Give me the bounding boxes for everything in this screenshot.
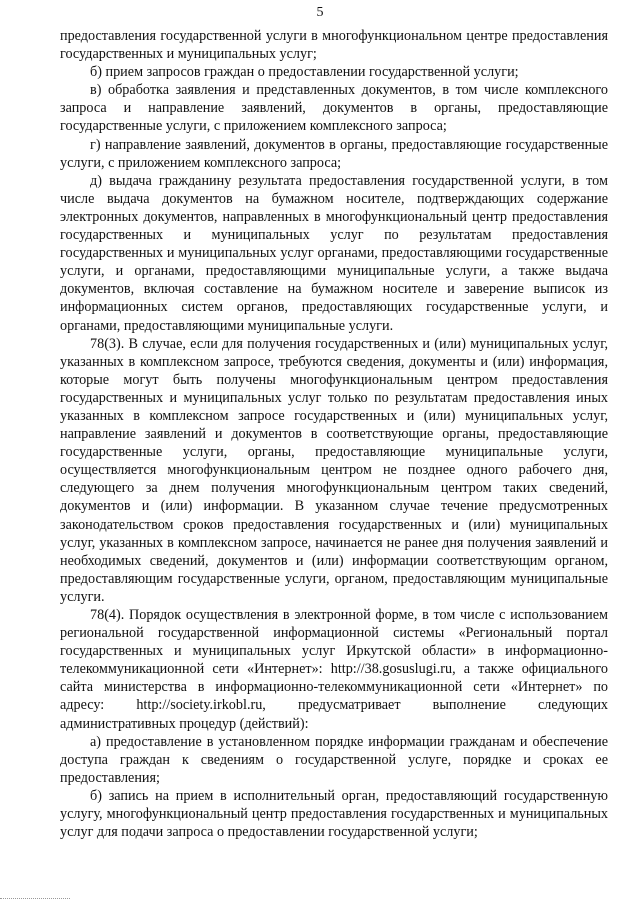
- footer-divider: [0, 898, 70, 899]
- paragraph-item-v: в) обработка заявления и представленных документов, в том числе комплексного запроса и направление заявлений, документов в органы, предоставляющие государственные услуги, с приложением комплексного запроса;: [60, 82, 608, 135]
- paragraph-item-b-2: б) запись на прием в исполнительный орган, предоставляющий государственную услугу, многофункциональный центр предоставления государственных и муниципальных услуг для подачи запроса о предоставлении государственной услуги;: [60, 787, 608, 841]
- page-number: 5: [316, 5, 324, 20]
- paragraph-item-g: г) направление заявлений, документов в органы, предоставляющие государственные услуги, с приложением комплексного запроса;: [60, 136, 608, 171]
- paragraph-item-d: д) выдача гражданину результата предоставления государственной услуги, в том числе выдача документов на бумажном носителе, подтверждающих содержание электронных документов, направленных в многофункциональный центр предоставления государственных и муниципальных услуг по результатам предоставления государственных и муниципальных услуг органами, предоставляющими государственные услуги, и органами, предоставляющими муниципальные услуги, а также выдача документов, включая составление на бумажном носителе и заверение выписок из информационных систем органов, предоставляющих государственные услуги, и органами, предоставляющими муниципальные услуги.: [60, 172, 608, 334]
- paragraph-78-4: 78(4). Порядок осуществления в электронной форме, в том числе с использованием региональной государственной информационной системы «Региональный портал государственных и муниципальных услуг Иркутской области» в информационно-телекоммуникационной сети «Интернет»: http://38.gosuslugi.ru, а также официального сайта министерства в информационно-телекоммуникационной сети «Интернет» по адресу: http://society.irkobl.ru, предусматривает выполнение следующих административных процедур (действий):: [60, 607, 608, 732]
- paragraph-78-3: 78(3). В случае, если для получения государственных и (или) муниципальных услуг, указанных в комплексном запросе, требуются сведения, документы и (или) информация, которые могут быть получены многофункциональным центром предоставления государственных и муниципальных услуг только по результатам предоставления иных указанных в комплексном запросе государственных и (или) муниципальных услуг, направление заявлений и документов в соответствующие органы, предоставляющие государственные услуги, органы, предоставляющие муниципальные услуги, осуществляется многофункциональным центром не позднее одного рабочего дня, следующего за днем получения многофункциональным центром таких сведений, документов и (или) информации. В указанном случае течение предусмотренных законодательством сроков предоставления государственных и (или) муниципальных услуг, указанных в комплексном запросе, начинается не ранее дня получения заявлений и необходимых сведений, документов и (или) информации соответствующим органом, предоставляющим государственные услуги, органом, предоставляющим муниципальные услуги.: [60, 335, 608, 605]
- paragraph-item-b: б) прием запросов граждан о предоставлении государственной услуги;: [90, 64, 519, 81]
- document-body: [60, 27, 608, 841]
- paragraph-item-a: а) предоставление в установленном порядке информации гражданам и обеспечение доступа граждан к сведениям о государственной услуге, порядке и сроках ее предоставления;: [60, 733, 608, 786]
- paragraph-continuation: предоставления государственной услуги в многофункциональном центре предоставления государственных и муниципальных услуг;: [60, 28, 608, 63]
